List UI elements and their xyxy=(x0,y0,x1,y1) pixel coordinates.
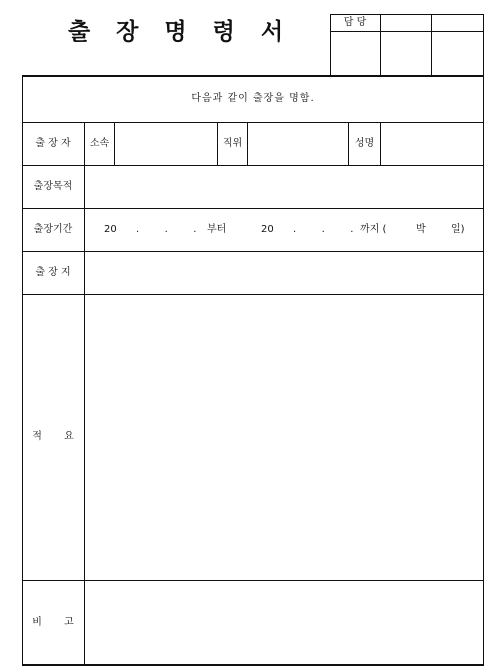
remarks-field[interactable] xyxy=(85,581,483,664)
approval-label: 담 당 xyxy=(343,17,367,28)
period-days: 일) xyxy=(451,224,465,235)
period-nights: 박 xyxy=(416,224,426,235)
approval-sign-slot-1[interactable] xyxy=(381,32,430,75)
remarks-label: 비 고 xyxy=(32,617,74,628)
position-label: 직위 xyxy=(222,138,243,149)
department-field[interactable] xyxy=(115,123,217,165)
period-from: 부터 xyxy=(207,224,227,235)
notice-text: 다음과 같이 출장을 명함. xyxy=(191,93,315,104)
period-start-year: 20 xyxy=(104,224,117,235)
destination-field[interactable] xyxy=(85,252,483,294)
period-label: 출장기간 xyxy=(33,224,73,235)
purpose-label: 출장목적 xyxy=(33,181,73,192)
period-end-year: 20 xyxy=(261,224,274,235)
period-start-dots: . . . xyxy=(136,224,197,235)
approval-sign-slot-2[interactable] xyxy=(432,32,482,75)
traveler-label: 출 장 자 xyxy=(35,138,71,149)
name-field[interactable] xyxy=(381,123,483,165)
position-field[interactable] xyxy=(248,123,348,165)
document-title: 출 장 명 령 서 xyxy=(67,19,293,45)
department-label: 소속 xyxy=(89,138,110,149)
purpose-field[interactable] xyxy=(85,166,483,208)
summary-field[interactable] xyxy=(85,295,483,580)
period-end-dots: . . . xyxy=(293,224,354,235)
name-label: 성명 xyxy=(354,138,375,149)
destination-label: 출 장 지 xyxy=(35,267,71,278)
summary-label: 적 요 xyxy=(32,431,74,442)
period-until: 까지 ( xyxy=(360,224,387,235)
